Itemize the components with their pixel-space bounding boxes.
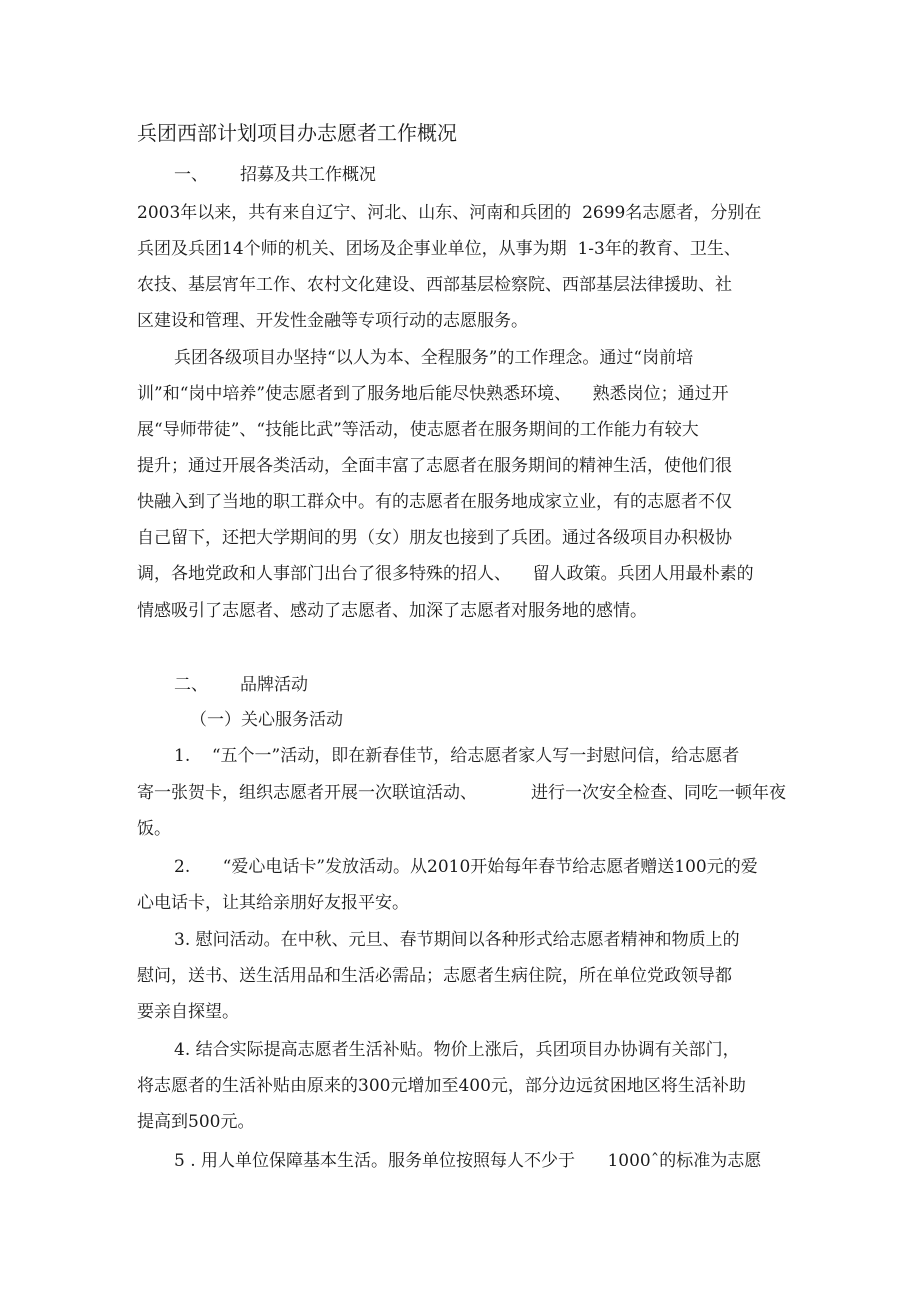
paragraph-line: 兵团及兵团14个师的机关、团场及企事业单位，从事为期 1-3年的教育、卫生、: [137, 239, 741, 259]
list-item-line: 将志愿者的生活补贴由原来的300元增加至400元，部分边远贫困地区将生活补助: [137, 1076, 746, 1096]
list-item-line: 饭。: [137, 819, 171, 839]
paragraph-line: 展“导师带徒”、“技能比武”等活动，使志愿者在服务期间的工作能力有较大: [137, 420, 699, 440]
list-item-line: 3. 慰问活动。在中秋、元旦、春节期间以各种形式给志愿者精神和物质上的: [174, 930, 740, 950]
list-item-line: 慰问，送书、送生活用品和生活必需品；志愿者生病住院，所在单位党政领导都: [137, 966, 732, 986]
paragraph-line: 提升；通过开展各类活动，全面丰富了志愿者在服务期间的精神生活，使他们很: [137, 456, 732, 476]
paragraph-line: 兵团各级项目办坚持“以人为本、全程服务”的工作理念。通过“岗前培: [174, 348, 694, 368]
paragraph-line: 农技、基层宵年工作、农村文化建设、西部基层检察院、西部基层法律援助、社: [137, 275, 732, 295]
document-title: 兵团西部计划项目办志愿者工作概况: [137, 121, 457, 145]
list-item-line: 心电话卡，让其给亲朋好友报平安。: [137, 893, 409, 913]
list-item-line: 1. “五个一”活动，即在新春佳节，给志愿者家人写一封慰问信，给志愿者: [174, 746, 740, 766]
list-item-line: 要亲自探望。: [137, 1002, 239, 1022]
section-1-number: 一、: [174, 165, 208, 185]
section-2-number: 二、: [174, 675, 208, 695]
list-item-line: 提高到500元。: [137, 1112, 255, 1132]
paragraph-line: 训”和“岗中培养”使志愿者到了服务地后能尽快熟悉环境、 熟悉岗位；通过开: [137, 384, 729, 404]
paragraph-line: 2003年以来，共有来自辽宁、河北、山东、河南和兵团的 2699名志愿者，分别在: [137, 203, 762, 223]
section-1-heading: 招募及共工作概况: [240, 165, 376, 185]
paragraph-line: 情感吸引了志愿者、感动了志愿者、加深了志愿者对服务地的感情。: [137, 601, 647, 621]
list-item-line: 寄一张贺卡，组织志愿者开展一次联谊活动、 进行一次安全检查、同吃一顿年夜: [137, 783, 787, 803]
paragraph-line: 快融入到了当地的职工群众中。有的志愿者在服务地成家立业，有的志愿者不仅: [137, 492, 732, 512]
paragraph-line: 自己留下，还把大学期间的男（女）朋友也接到了兵团。通过各级项目办积极协: [137, 528, 732, 548]
sub-heading: （一）关心服务活动: [190, 710, 343, 730]
section-2-heading: 品牌活动: [240, 675, 308, 695]
list-item-line: 5 . 用人单位保障基本生活。服务单位按照每人不少于 1000ˆ的标准为志愿: [174, 1151, 762, 1171]
paragraph-line: 调，各地党政和人事部门出台了很多特殊的招人、 留人政策。兵团人用最朴素的: [137, 564, 754, 584]
list-item-line: 2. “爱心电话卡”发放活动。从2010开始每年春节给志愿者赠送100元的爱: [174, 857, 758, 877]
list-item-line: 4. 结合实际提高志愿者生活补贴。物价上涨后，兵团项目办协调有关部门，: [174, 1040, 740, 1060]
paragraph-line: 区建设和管理、开发性金融等专项行动的志愿服务。: [137, 311, 528, 331]
